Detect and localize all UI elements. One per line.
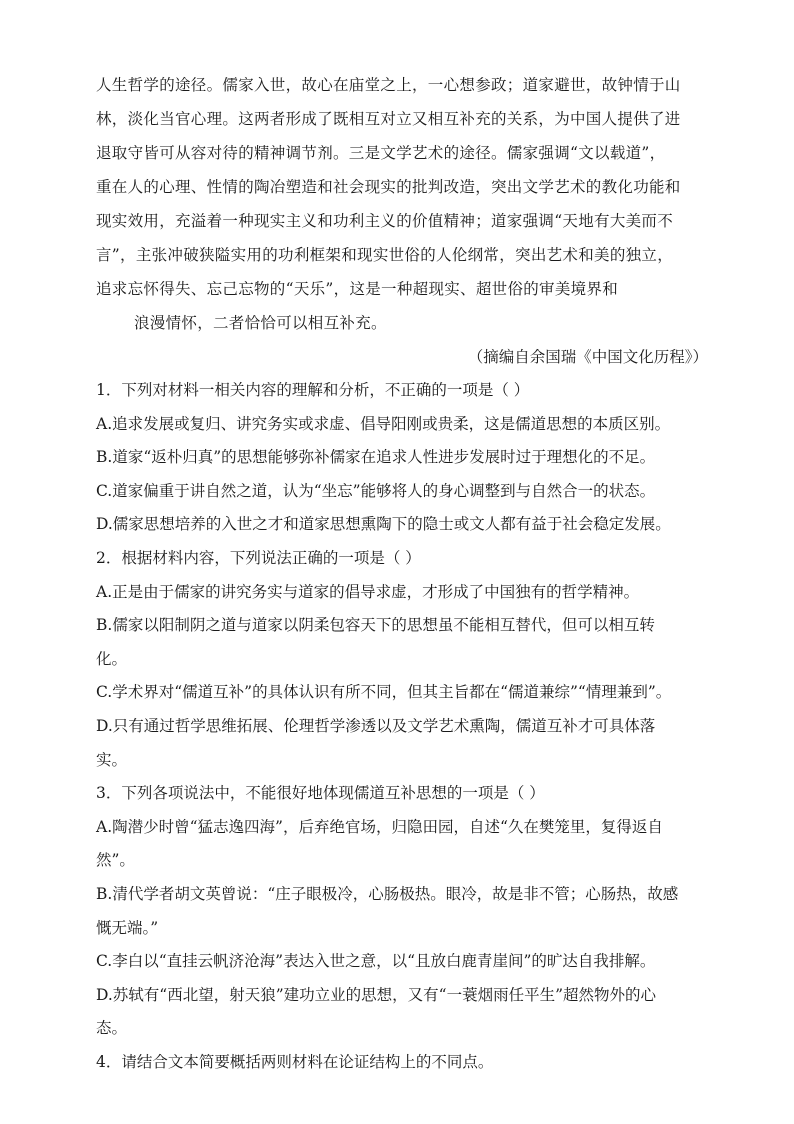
option-a: A.正是由于儒家的讲究务实与道家的倡导求虚，才形成了中国独有的哲学精神。 (96, 582, 640, 601)
passage-line: 人生哲学的途径。儒家入世，故心在庙堂之上，一心想参政；道家避世，故钟情于山 (96, 76, 681, 94)
passage-line: 林，淡化当官心理。这两者形成了既相互对立又相互补充的关系，为中国人提供了进 (96, 110, 681, 128)
option-c: C.学术界对“儒道互补”的具体认识有所不同，但其主旨都在“儒道兼综”“情理兼到”。 (96, 683, 672, 702)
option-b: B.儒家以阳制阴之道与道家以阴柔包容天下的思想虽不能相互替代，但可以相互转 (96, 616, 655, 635)
passage-line: 重在人的心理、性情的陶冶塑造和社会现实的批判改造，突出文学艺术的教化功能和 (96, 178, 681, 196)
passage-line: 现实效用，充溢着一种现实主义和功利主义的价值精神；道家强调“天地有大美而不 (96, 212, 674, 230)
passage-line: 追求忘怀得失、忘己忘物的“天乐”，这是一种超现实、超世俗的审美境界和 (96, 280, 619, 298)
question-3 (96, 777, 708, 1046)
option-b: B.道家“返朴归真”的思想能够弥补儒家在追求人性进步发展时过于理想化的不足。 (96, 448, 656, 467)
option-d: D.苏轼有“西北望，射天狼”建功立业的思想，又有“一蓑烟雨任平生”超然物外的心 (96, 985, 657, 1004)
question-2 (96, 542, 708, 777)
option-b: B.清代学者胡文英曾说：“庄子眼极冷，心肠极热。眼冷，故是非不管；心肠热，故感 (96, 884, 679, 903)
option-c: C.李白以“直挂云帆济沧海”表达入世之意，以“且放白鹿青崖间”的旷达自我排解。 (96, 952, 656, 971)
option-c: C.道家偏重于讲自然之道，认为“坐忘”能够将人的身心调整到与自然合一的状态。 (96, 481, 656, 500)
question-stem: 2．根据材料内容，下列说法正确的一项是（ ） (96, 548, 421, 567)
question-1 (96, 374, 708, 542)
passage-last-line: 浪漫情怀，二者恰恰可以相互补充。 (134, 314, 387, 332)
option-a: A.陶潜少时曾“猛志逸四海”，后弃绝官场，归隐田园，自述“久在樊笼里，复得返自 (96, 817, 663, 836)
option-d: D.只有通过哲学思维拓展、伦理哲学渗透以及文学艺术熏陶，儒道互补才可具体落 (96, 716, 656, 735)
question-stem: 1．下列对材料一相关内容的理解和分析，不正确的一项是（ ） (96, 381, 530, 399)
option-a: A.追求发展或复归、讲究务实或求虚、倡导阳刚或贵柔，这是儒道思想的本质区别。 (96, 414, 671, 433)
option-b-continued: 化。 (96, 649, 128, 668)
question-stem: 3．下列各项说法中，不能很好地体现儒道互补思想的一项是（ ） (96, 784, 545, 803)
passage (96, 68, 708, 340)
question-stem: 4．请结合文本简要概括两则材料在论证结构上的不同点。 (96, 1052, 494, 1071)
question-4 (96, 1046, 708, 1080)
option-d-continued: 态。 (96, 1019, 128, 1038)
option-d-continued: 实。 (96, 750, 128, 769)
passage-line: 退取守皆可从容对待的精神调节剂。三是文学艺术的途径。儒家强调“文以载道”， (96, 144, 666, 162)
option-a-continued: 然”。 (96, 851, 135, 870)
passage-line: 言”，主张冲破狭隘实用的功利框架和现实世俗的人伦纲常，突出艺术和美的独立， (96, 246, 674, 264)
option-b-continued: 慨无端。” (96, 918, 159, 937)
passage-source: （摘编自余国瑞《中国文化历程》） (467, 348, 708, 366)
option-d: D.儒家思想培养的入世之才和道家思想熏陶下的隐士或文人都有益于社会稳定发展。 (96, 515, 671, 534)
